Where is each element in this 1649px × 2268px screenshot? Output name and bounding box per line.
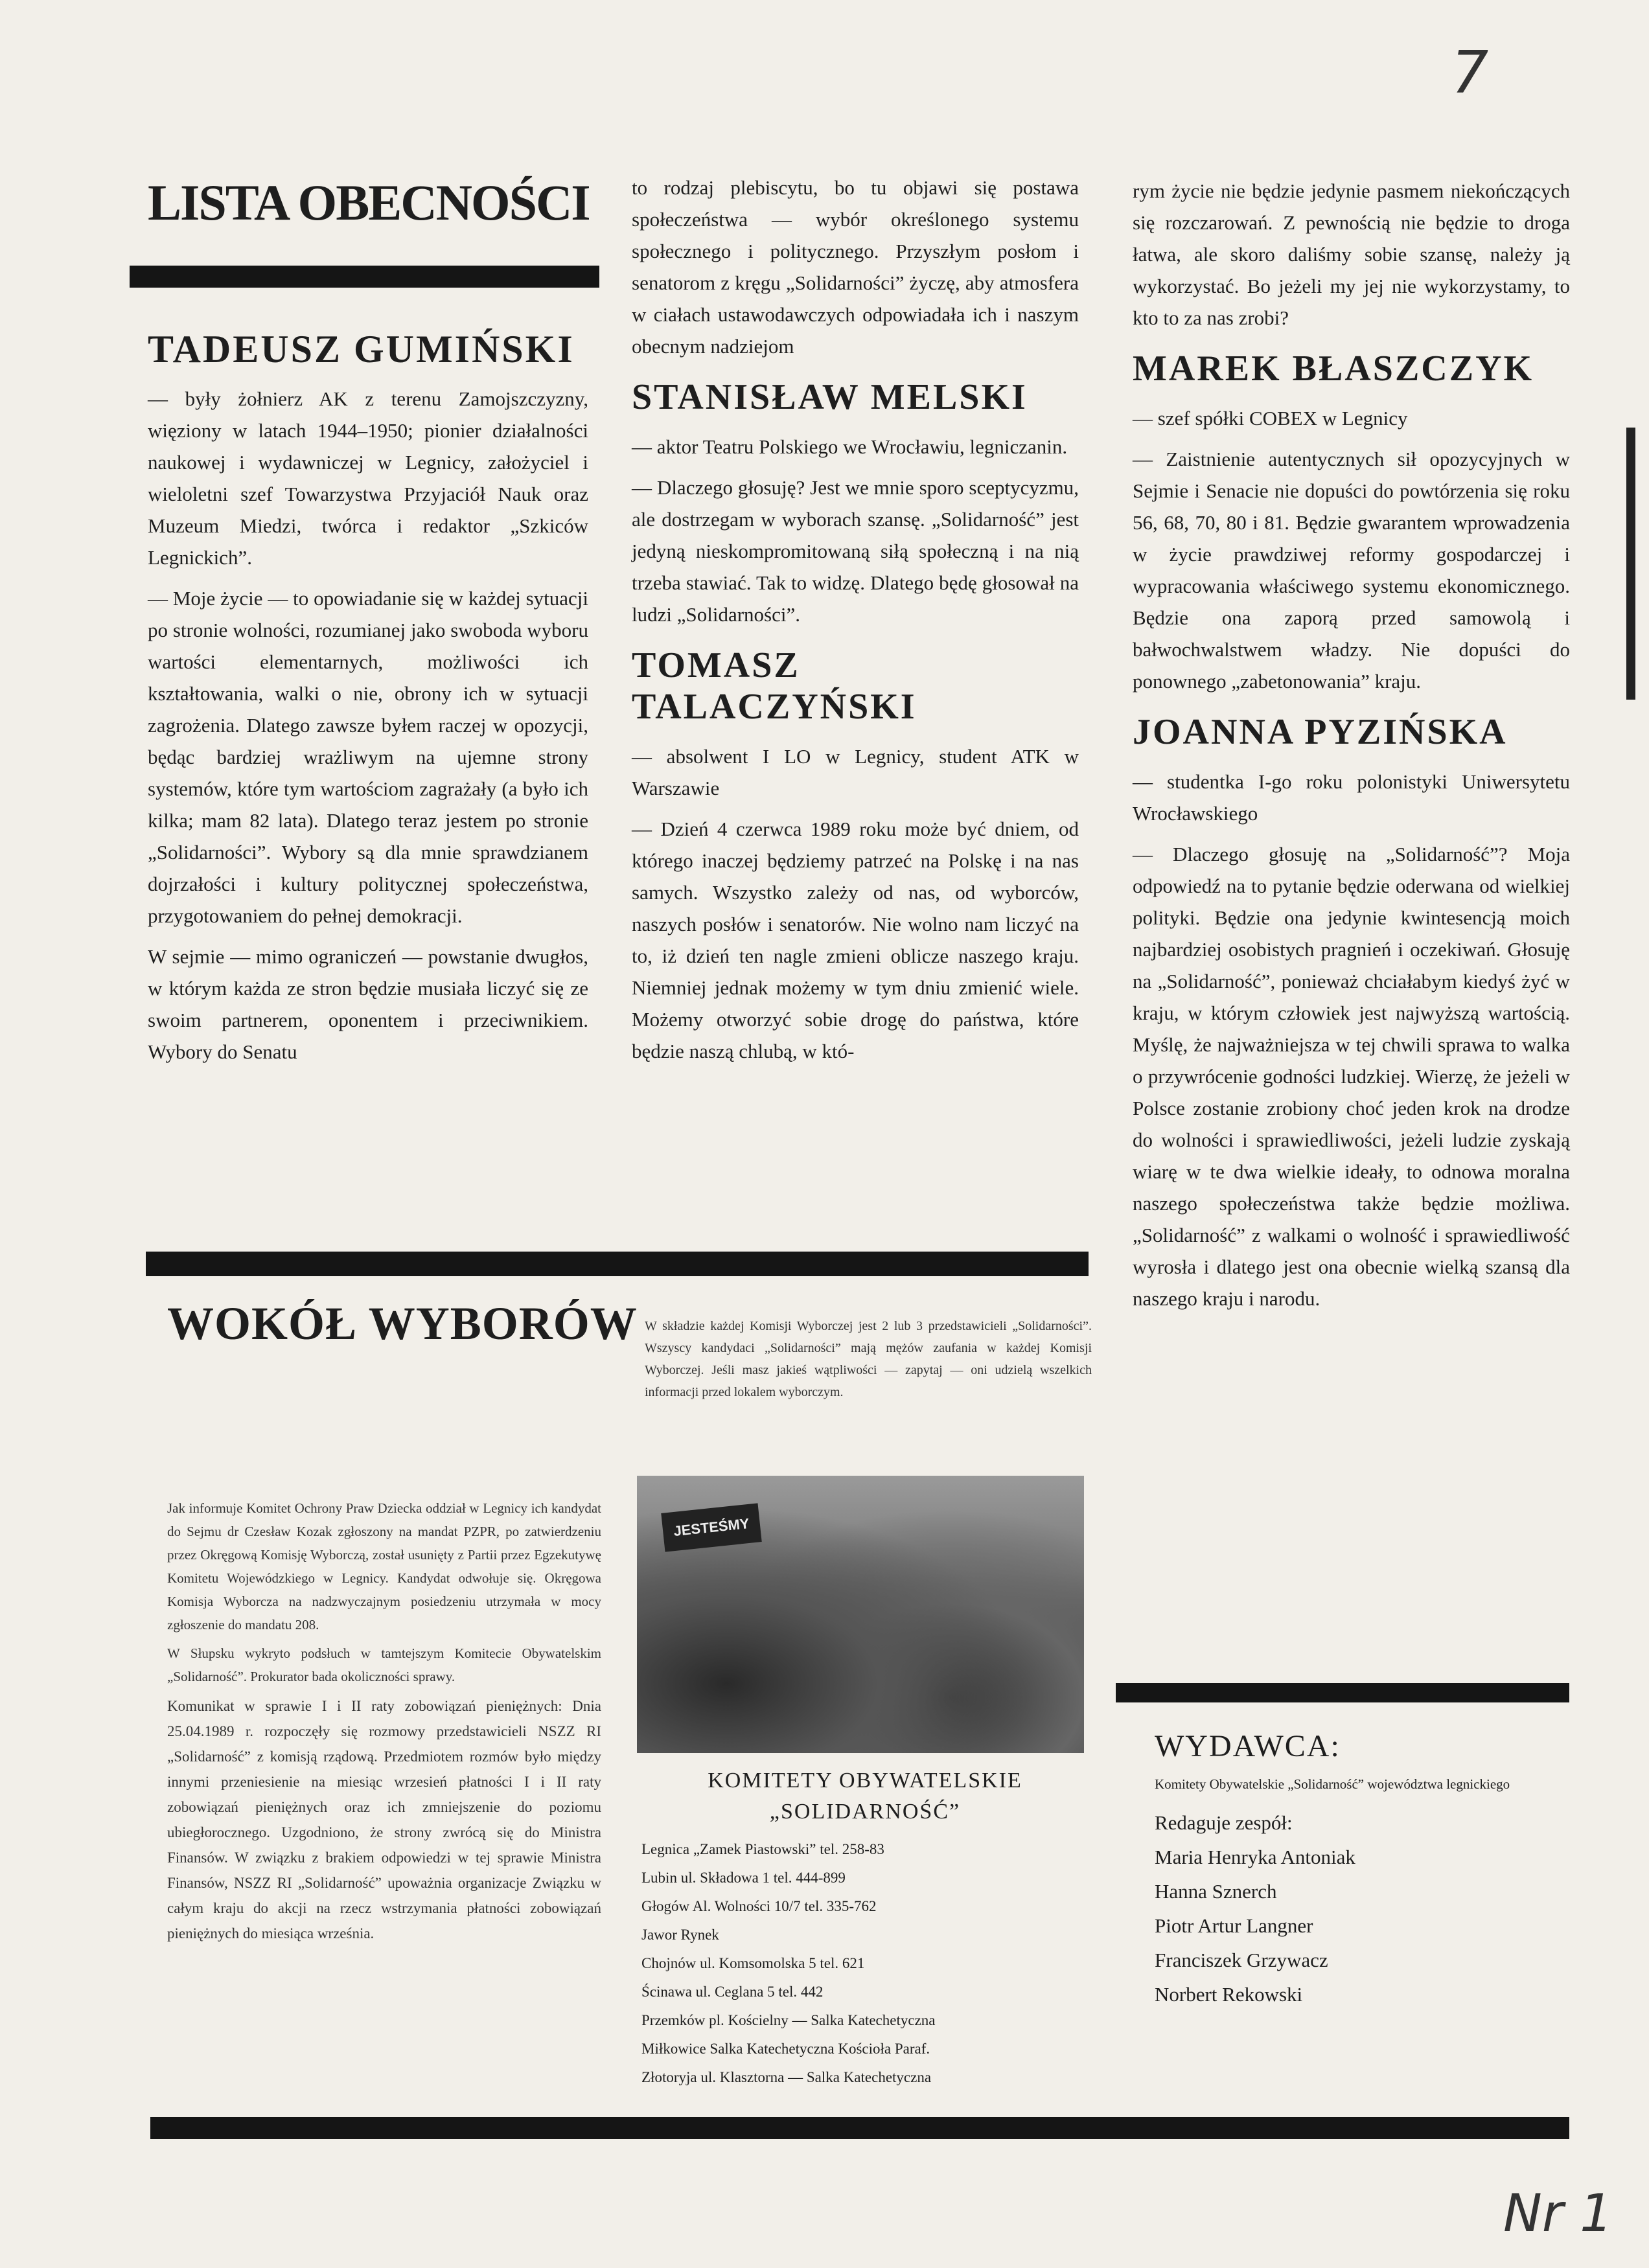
publisher-block <box>1155 1728 1556 2011</box>
bottom-rule <box>150 2117 1569 2139</box>
column-1 <box>148 314 588 1077</box>
list-item: Piotr Artur Langner <box>1155 1914 1313 1937</box>
list-item: Hanna Sznerch <box>1155 1880 1277 1903</box>
list-item: Norbert Rekowski <box>1155 1983 1303 2006</box>
section-2-title: WOKÓŁ WYBORÓW <box>167 1298 638 1349</box>
section-rule <box>146 1252 1089 1276</box>
person-name: TOMASZ TALACZYŃSKI <box>632 645 917 727</box>
list-item: Miłkowice Salka Katechetyczna Kościoła Paraf. <box>641 2041 930 2057</box>
team-list <box>1155 1840 1556 2011</box>
statement: W sejmie — mimo ograniczeń — powstanie dwugłos, w którym każda ze stron będzie musiała liczyć się ze swoim partnerem, oponentem i przeciwnikiem. Wybory do Senatu <box>148 945 588 1063</box>
scan-edge <box>1626 428 1635 700</box>
news-item: Komunikat w sprawie I i II raty zobowiązań pieniężnych: Dnia 25.04.1989 r. rozpoczęły się rozmowy przedstawicieli NSZZ RI „Solidarność” z komisją rządową. Przedmiotem rozmów było między innymi przeniesienie na miesiąc wrzesień płatności I i II raty zobowiązań pieniężnych oraz ich zmniejszenie do poziomu ubiegłorocznego. Uzgodniono, że strony zwrócą się do Ministra Finansów. W związku z brakiem odpowiedzi w tej sprawie Ministra Finansów, NSZZ RI „Solidarność” upoważnia organizacje Związku w całym kraju do akcji na rzecz wstrzymania płatności zobowiązań pieniężnych do miesiąca września. <box>167 1698 601 1942</box>
issue-mark: Nr 1 <box>1503 2183 1613 2243</box>
title-rule <box>130 266 599 288</box>
committees-list <box>641 1835 1089 2092</box>
person-bio: — szef spółki COBEX w Legnicy <box>1133 407 1408 430</box>
list-item: Franciszek Grzywacz <box>1155 1949 1328 1971</box>
statement: — Dlaczego głosuję na „Solidarność”? Moja odpowiedź na to pytanie będzie oderwana od wielkiej polityki. Będzie ona jedynie kwintesencją moich najbardziej osobistych pragnień i oczekiwań. Głosuję na „Solidarność”, ponieważ chciałabym kiedyś żyć w kraju, w którym człowiek jest najwyższą wartością. Myślę, że najważniejsza w tej chwili sprawa to walka o przywrócenie godności ludzkiej. Wierzę, że jeżeli w Polsce zostanie zrobiony choć jeden krok na drodze do wolności i sprawiedliwości, jeżeli ludzie zyskają wiarę w te dwa wielkie ideały, to odnowa moralna naszego społeczeństwa także będzie możliwa. „Solidarność” z walkami o wolność i sprawiedliwość wyrosła i dlatego jest ona obecnie wielką szansą dla naszego kraju i narodu. <box>1133 843 1570 1310</box>
list-item: Maria Henryka Antoniak <box>1155 1846 1355 1868</box>
list-item: Przemków pl. Kościelny — Salka Katechetyczna <box>641 2012 936 2028</box>
person-bio: — aktor Teatru Polskiego we Wrocławiu, legniczanin. <box>632 435 1068 458</box>
list-item: Legnica „Zamek Piastowski” tel. 258-83 <box>641 1841 884 1857</box>
column-2 <box>632 172 1079 1076</box>
list-item: Lubin ul. Składowa 1 tel. 444-899 <box>641 1870 846 1886</box>
person-name: TADEUSZ GUMIŃSKI <box>148 328 575 371</box>
statement: — Zaistnienie autentycznych sił opozycyjnych w Sejmie i Senacie nie dopuści do powtórzenia się roku 56, 68, 70, 80 i 81. Będzie gwarantem wprowadzenia w życie prawdziwej reformy gospodarczej i wypracowania właściwego systemu ekonomicznego. Będzie ona zaporą przed samowolą i bałwochwalstwem władzy. Nie dopuści do ponownego „zabetonowania” kraju. <box>1133 448 1570 693</box>
publisher-org: Komitety Obywatelskie „Solidarność” województwa legnickiego <box>1155 1776 1510 1792</box>
news-item: Jak informuje Komitet Ochrony Praw Dziecka oddział w Legnicy ich kandydat do Sejmu dr Czesław Kozak zgłoszony na mandat PZPR, po zatwierdzeniu przez Okręgową Komisję Wyborczą, został usunięty z Partii przez Egzekutywę Komitetu Wojewódzkiego w Legnicy. Kandydat odwołuje się. Okręgowa Komisja Wyborcza na nadzwyczajnym posiedzeniu utrzymała w mocy zgłoszenie do mandatu 208. <box>167 1500 601 1632</box>
person-bio: — były żołnierz AK z terenu Zamojszczyzny, więziony w latach 1944–1950; pionier działalności naukowej i wydawniczej w Legnicy, założyciel i wieloletni szef Towarzystwa Przyjaciół Nauk oraz Muzeum Miedzi, twórca i redaktor „Szkiców Legnickich”. <box>148 387 588 569</box>
statement-continued: rym życie nie będzie jedynie pasmem niekończących się rozczarowań. Z pewnością nie będzie to droga łatwa, ale skoro daliśmy sobie szansę, należy ją wykorzystać. Bo jeżeli my jej nie wykorzystamy, to kto to za nas zrobi? <box>1133 179 1570 329</box>
crowd-photo <box>637 1476 1084 1753</box>
news-note-right <box>645 1315 1092 1408</box>
team-label: Redaguje zespół: <box>1155 1811 1293 1834</box>
section-title: LISTA OBECNOŚCI <box>148 174 590 231</box>
statement: — Dlaczego głosuję? Jest we mnie sporo sceptycyzmu, ale dostrzegam w wyborach szansę. „Solidarność” jest jedyną nieskompromitowaną siłą społeczną i na nią trzeba stawiać. Tak to widzę. Dlatego będę głosował na ludzi „Solidarności”. <box>632 476 1079 626</box>
person-bio: — absolwent I LO w Legnicy, student ATK w Warszawie <box>632 745 1079 799</box>
list-item: Jawor Rynek <box>641 1927 719 1943</box>
column-3 <box>1133 175 1570 1323</box>
statement: — Dzień 4 czerwca 1989 roku może być dniem, od którego inaczej będziemy patrzeć na Polskę i na nas samych. Wszystko zależy od nas, od wyborców, naszych posłów i senatorów. Nie wolno nam liczyć na to, iż dzień ten nagle zmieni oblicze naszego kraju. Niemniej jednak możemy w tym dniu zmienić wiele. Możemy otworzyć sobie drogę do państwa, które będzie naszą chlubą, w któ- <box>632 818 1079 1062</box>
committees-title: KOMITETY OBYWATELSKIE <box>708 1769 1022 1793</box>
committees-block <box>641 1765 1089 2092</box>
photo-sign: JESTEŚMY <box>661 1503 761 1552</box>
news-item: W składzie każdej Komisji Wyborczej jest 2 lub 3 przedstawicieli „Solidarności”. Wszyscy kandydaci „Solidarności” mają mężów zaufania w każdej Komisji Wyborczej. Jeśli masz jakieś wątpliwości — zapytaj — oni udzielą wszelkich informacji przed lokalem wyborczym. <box>645 1319 1092 1399</box>
person-name: JOANNA PYZIŃSKA <box>1133 712 1508 752</box>
statement-continued: to rodzaj plebiscytu, bo tu objawi się postawa społeczeństwa — wybór określonego systemu społecznego i politycznego. Przyszłym posłom i senatorom z kręgu „Solidarności” życzę, aby atmosfera w ciałach ustawodawczych odpowiadała ich i naszym obecnym nadziejom <box>632 176 1079 358</box>
publisher-title: WYDAWCA: <box>1155 1729 1341 1763</box>
person-name: MAREK BŁASZCZYK <box>1133 349 1534 389</box>
person-name: STANISŁAW MELSKI <box>632 377 1028 417</box>
page-number-mark: 7 <box>1451 39 1489 107</box>
list-item: Chojnów ul. Komsomolska 5 tel. 621 <box>641 1955 865 1971</box>
list-item: Głogów Al. Wolności 10/7 tel. 335-762 <box>641 1898 877 1914</box>
committees-title: „SOLIDARNOŚĆ” <box>769 1800 961 1824</box>
statement: — Moje życie — to opowiadanie się w każdej sytuacji po stronie wolności, rozumianej jako swoboda wyboru wartości elementarnych, możliwości ich kształtowania, walki o nie, obrony ich w sytuacji zagrożenia. Dlatego zawsze byłem raczej w opozycji, będąc bardziej wrażliwym na ujemne strony systemów, które tym wartościom zagrażały (a było ich kilka; mam 82 lata). Dlatego teraz jestem po stronie „Solidarności”. Wybory są dla mnie sprawdzianem dojrzałości i kultury politycznej społeczeństwa, przygotowaniem do pełnej demokracji. <box>148 587 588 927</box>
publisher-rule <box>1116 1683 1569 1702</box>
news-item: W Słupsku wykryto podsłuch w tamtejszym Komitecie Obywatelskim „Solidarność”. Prokurator bada okoliczności sprawy. <box>167 1645 601 1684</box>
list-item: Ścinawa ul. Ceglana 5 tel. 442 <box>641 1984 824 2000</box>
person-bio: — studentka I-go roku polonistyki Uniwersytetu Wrocławskiego <box>1133 770 1570 825</box>
list-item: Złotoryja ul. Klasztorna — Salka Katechetyczna <box>641 2069 932 2085</box>
news-column-left <box>167 1496 601 1951</box>
